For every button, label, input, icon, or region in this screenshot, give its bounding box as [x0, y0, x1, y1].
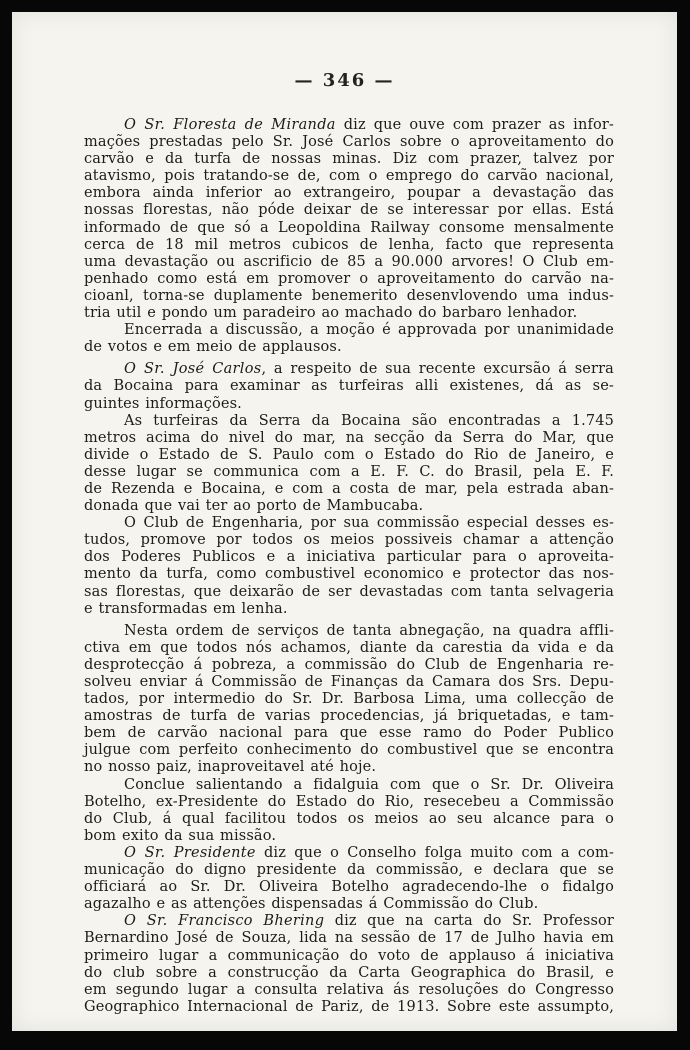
- text-line: O Sr. Presidente diz que o Conselho folga muito com a com-: [124, 844, 614, 861]
- text-line: O Sr. José Carlos, a respeito de sua recente excursão á serra: [124, 361, 614, 378]
- text-line: bem de carvão nacional para que esse ramo do Poder Publico: [84, 725, 614, 742]
- page-number: — 346 —: [294, 70, 395, 91]
- text-line: bom exito da sua missão.: [84, 827, 277, 844]
- text-line: tria util e pondo um paradeiro ao machado do barbaro lenhador.: [84, 305, 578, 322]
- text-line: cioanl, torna-se duplamente benemerito desenvlovendo uma indus-: [84, 287, 614, 304]
- text-line: tudos, promove por todos os meios possiveis chamar a attenção: [84, 532, 614, 549]
- speaker-name: O Sr. Floresta de Miranda: [124, 117, 336, 133]
- text-line: de Rezenda e Bocaina, e com a costa de mar, pela estrada aban-: [84, 480, 614, 497]
- speaker-name: O Sr. Francisco Bhering: [124, 913, 325, 930]
- paragraph: [84, 845, 614, 913]
- paragraph: [84, 322, 614, 356]
- text-line: atavismo, pois tratando-se de, com o emprego do carvão nacional,: [84, 168, 614, 185]
- text-line: metros acima do nivel do mar, na secção da Serra do Mar, que: [84, 429, 614, 446]
- text-line: carvão e da turfa de nossas minas. Diz com prazer, talvez por: [84, 151, 614, 168]
- text-line: agazalho e as attenções dispensadas á Commissão do Club.: [84, 896, 539, 913]
- page-body: [12, 117, 614, 1016]
- text-line: em segundo lugar a consulta relativa ás resoluções do Congresso: [84, 981, 614, 998]
- text-line: informado de que só a Leopoldina Railway consome mensalmente: [84, 219, 614, 236]
- text-line: mações prestadas pelo Sr. José Carlos sobre o aproveitamento do: [84, 134, 614, 151]
- text-line: penhado como está em promover o aproveitamento do carvão na-: [84, 270, 614, 287]
- text-line: e transformadas em lenha.: [84, 600, 288, 617]
- text-line: tados, por intermedio do Sr. Dr. Barbosa Lima, uma collecção de: [84, 691, 614, 708]
- speaker-name: O Sr. Presidente: [124, 844, 256, 861]
- text-line: municação do digno presidente da commissão, e declara que se: [84, 862, 614, 879]
- text-line: Botelho, ex-Presidente do Estado do Rio, resecebeu a Commissão: [84, 793, 614, 810]
- paragraph: [84, 117, 614, 322]
- text-line: divide o Estado de S. Paulo com o Estado do Rio de Janeiro, e: [84, 446, 614, 463]
- text-line: desprotecção á pobreza, a commissão do Club de Engenharia re-: [84, 656, 614, 673]
- text-line: no nosso paiz, inaproveitavel até hoje.: [84, 759, 377, 776]
- paragraph: [84, 361, 614, 412]
- text-line: Geographico Internacional de Pariz, de 1913. Sobre este assumpto,: [84, 998, 614, 1015]
- text-line: Bernardino José de Souza, lida na sessão de 17 de Julho havia em: [84, 930, 614, 947]
- text-line: donada que vai ter ao porto de Mambucaba.: [84, 498, 424, 515]
- text-line: As turfeiras da Serra da Bocaina são encontradas a 1.745: [124, 412, 614, 429]
- paragraph: [84, 777, 614, 845]
- text-line: O Club de Engenharia, por sua commissão especial desses es-: [124, 515, 614, 532]
- text-line: embora ainda inferior ao extrangeiro, poupar a devastação das: [84, 185, 614, 202]
- text-line: Conclue salientando a fidalguia com que o Sr. Dr. Oliveira: [124, 776, 614, 793]
- text-line: da Bocaina para examinar as turfeiras alli existenes, dá as se-: [84, 378, 614, 395]
- text-line: dos Poderes Publicos e a iniciativa particular para o aproveita-: [84, 549, 614, 566]
- text-line: solveu enviar á Commissão de Finanças da Camara dos Srs. Depu-: [84, 674, 614, 690]
- text-line: Encerrada a discussão, a moção é approvada por unanimidade: [124, 322, 614, 339]
- paragraph: [84, 913, 614, 1016]
- text-line: O Sr. Francisco Bhering diz que na carta do Sr. Professor: [124, 913, 614, 930]
- text-line: julgue com perfeito conhecimento do combustivel que se encontra: [84, 742, 614, 759]
- text-line: cerca de 18 mil metros cubicos de lenha, facto que representa: [84, 236, 614, 253]
- paragraph: [84, 413, 614, 516]
- text-line: de votos e em meio de applausos.: [84, 339, 342, 356]
- text-line: O Sr. Floresta de Miranda diz que ouve com prazer as infor-: [124, 117, 614, 133]
- paragraph: [84, 623, 614, 777]
- book-page: [12, 12, 677, 1031]
- text-line: do Club, á qual facilitou todos os meios ao seu alcance para o: [84, 810, 614, 827]
- speaker-name: O Sr. José Carlos: [124, 361, 262, 378]
- text-line: Nesta ordem de serviços de tanta abnegação, na quadra affli-: [124, 622, 614, 639]
- text-line: mento da turfa, como combustivel economico e protector das nos-: [84, 566, 614, 583]
- text-line: ctiva em que todos nós achamos, diante da carestia da vida e da: [84, 639, 614, 656]
- text-line: do club sobre a construcção da Carta Geographica do Brasil, e: [84, 964, 614, 981]
- text-line: uma devastação ou ascrificio de 85 a 90.000 arvores! O Club em-: [84, 253, 614, 270]
- text-line: nossas florestas, não póde deixar de se interessar por ellas. Está: [84, 202, 614, 219]
- text-line: guintes informações.: [84, 395, 242, 412]
- text-line: sas florestas, que deixarão de ser devastadas com tanta selvageria: [84, 583, 614, 600]
- paragraph: [84, 515, 614, 618]
- text-line: officiará ao Sr. Dr. Oliveira Botelho agradecendo-lhe o fidalgo: [84, 879, 614, 896]
- text-line: amostras de turfa de varias procedencias, já briquetadas, e tam-: [84, 708, 614, 725]
- text-line: desse lugar se communica com a E. F. C. do Brasil, pela E. F.: [84, 463, 614, 480]
- text-line: primeiro lugar a communicação do voto de applauso á iniciativa: [84, 947, 614, 964]
